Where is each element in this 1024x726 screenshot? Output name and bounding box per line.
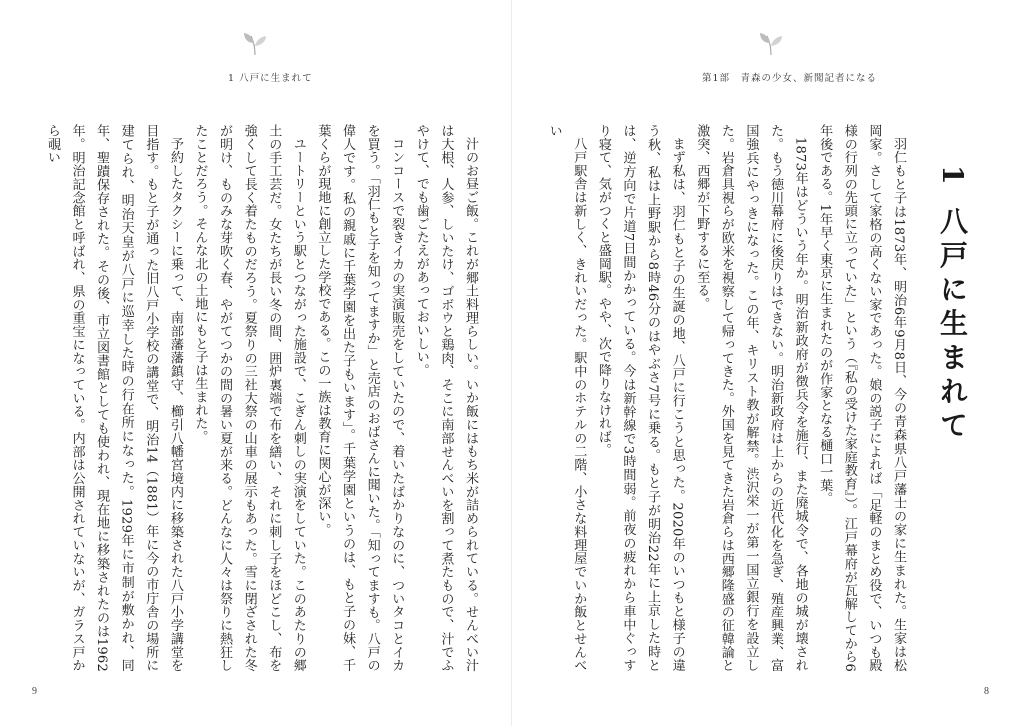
paragraph: コンコースで裂きイカの実演販売をしていたので、着いたばかりなのに、ついタコとイカを買う。「羽仁もと子を知ってますか」と売店のおばさんに聞いた。「知ってますも。八戸の偉人です。私の親戚に千葉学園を出た子もいます」。千葉学園というのは、もと子の妹、千葉くらが現地に創立した学校である。この一族は教育に関心が深い。 bbox=[315, 124, 405, 672]
paragraph: 羽仁もと子は1873年、明治6年9月8日、今の青森県八戸藩士の家に生まれた。生家は松岡家。さして家格の高くない家であった。娘の説子によれば「足軽のまとめ役で、いつも殿様の行列の先頭に立っていた」という（『私の受けた家庭教育』）。江戸幕府が瓦解してから6年後である。1年早く東京に生まれたのが作家となる樋口一葉。 bbox=[817, 124, 906, 672]
running-head: 1 八戸に生まれて bbox=[228, 73, 313, 84]
paragraph: ユートリーという駅とつながった施設で、こぎん刺しの実演をしていた。このあたりの郷土の手工芸だ。女たちが長い冬の間、囲炉裏端で布を繕い、それに刺し子をほどこし、布を強くして長く着たものだろう。夏祭りの三社大祭の山車の展示もあった。雪に閉ざされた冬が明け、ものみな芽吹く春、やがてつかの間の暑い夏が来る。どんなに人々は祭りに熱狂したことだろう。そんな北の土地にもと子は生まれた。 bbox=[192, 124, 306, 672]
paragraph: 予約したタクシーに乗って、南部藩藩鎮守、櫛引八幡宮境内に移築された八戸小学講堂を目指す。もと子が通った旧八戸小学校の講堂で、明治14（1881）年に今の市庁舎の場所に建てられ、明治天皇が八戸に巡幸した時の行在所になった。1929年に市制が敷かれ、同年、聖蹟保存された。その後、市立図書館としても使われ、現在地に移築されたのは1962年。明治記念館と呼ばれ、県の重宝になっている。内部は公開されていないが、ガラス戸から覗い bbox=[44, 124, 183, 672]
running-head: 第1部 青森の少女、新聞記者になる bbox=[702, 73, 878, 84]
leaf-ornament-icon bbox=[241, 30, 269, 56]
left-body-text bbox=[44, 124, 482, 672]
paragraph: 汁のお昼ご飯。これが郷土料理らしい。いか飯にはもち米が詰められている。せんべい汁は大根、人参、しいたけ、ゴボウと鶏肉、そこに南部せんべいを割って煮たもので、汁でふやけて、でも歯ごたえがあっておいしい。 bbox=[413, 124, 478, 672]
page-number: 9 bbox=[32, 686, 37, 697]
chapter-title: 1 八戸に生まれて bbox=[936, 165, 969, 445]
right-body-text bbox=[546, 124, 910, 672]
paragraph: 八戸駅舎は新しく、きれいだった。駅中のホテルの二階、小さな料理屋でいか飯とせんべい bbox=[546, 124, 587, 672]
page-number: 8 bbox=[984, 686, 989, 697]
right-page bbox=[512, 0, 1024, 726]
paragraph: 1873年はどういう年か。明治新政府が徴兵令を施行、また廃城令で、各地の城が壊された。もう徳川幕府に後戻りはできない。明治新政府は上からの近代化を急ぎ、殖産興業、富国強兵にやっきになった。この年、キリスト教が解禁。渋沢栄一が第一国立銀行を設立した。岩倉具視らが欧米を視察して帰ってきた。外国を見てきた岩倉らは西郷隆盛の征韓論と激突、西郷が下野するに至る。 bbox=[694, 124, 808, 672]
paragraph: まず私は、羽仁もと子の生誕の地、八戸に行こうと思った。2020年のいつもと様子の違う秋、私は上野駅から8時46分のはやぶさ7号に乗る。もと子が明治22年に上京した時とは、逆方向で片道7日間かかっている。今は新幹線で3時間弱。前夜の疲れから車中ぐっすり寝て、気がつくと盛岡駅。やや、次で降りなければ。 bbox=[595, 124, 685, 672]
leaf-ornament-icon bbox=[757, 30, 785, 56]
